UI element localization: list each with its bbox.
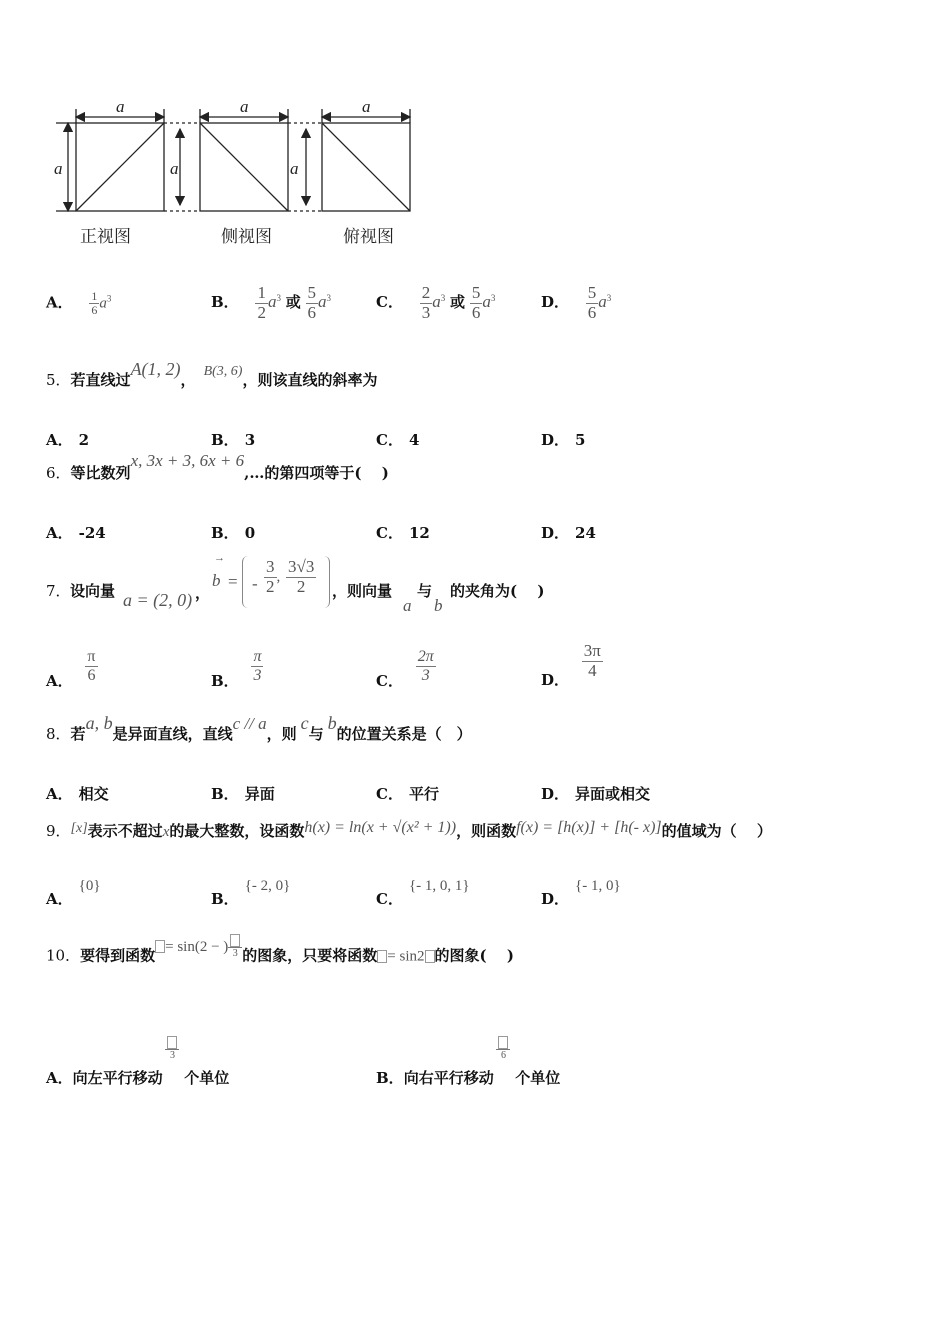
q7-sep: ， [195, 584, 211, 602]
missing-glyph-icon [377, 950, 387, 963]
q7-post: 的夹角为( ) [450, 582, 545, 600]
q6-option-a[interactable]: A． -24 [46, 524, 106, 542]
q10-option-b[interactable]: B．向右平行移动 6 个单位 [376, 1036, 560, 1061]
q4-option-c[interactable]: C． $\frac{2}{3}$ $a^3$ 或 $\frac{5}{6}$ $a^3$ [376, 283, 496, 322]
q9-option-b[interactable]: B．{- 2, 0} [211, 878, 291, 908]
q7-pre: 设向量 [70, 582, 116, 600]
q7-neg: - [252, 574, 258, 593]
q7-and: 与 [417, 582, 433, 600]
vector-arrow-icon: → [214, 552, 225, 564]
q9-option-d[interactable]: D．{- 1, 0} [541, 878, 621, 908]
q7-frac-1: $\frac{3}{2}$ , [266, 557, 281, 596]
q7-frac-2: $\frac{3√3}{2}$ [288, 557, 315, 596]
missing-glyph-icon [425, 950, 435, 963]
q7-num: 7． [46, 582, 71, 600]
dim-label: a [170, 159, 179, 178]
dim-label: a [240, 97, 249, 116]
view-label-side: 侧视图 [221, 227, 272, 247]
missing-glyph-icon [498, 1036, 508, 1049]
q7-b: b [434, 596, 443, 615]
view-label-front: 正视图 [80, 227, 131, 247]
q5-option-b[interactable]: B． 3 [211, 431, 256, 449]
dim-label: a [54, 159, 63, 178]
q6-option-c[interactable]: C． 12 [376, 524, 430, 542]
q5-stem: 5．若直线过A(1, 2)， B(3, 6)，则该直线的斜率为 [46, 359, 378, 389]
missing-glyph-icon [155, 940, 165, 953]
q6-stem: 6．等比数列x, 3x + 3, 6x + 6,…的第四项等于( ) [46, 451, 389, 482]
q8-stem: 8．若a, b是异面直线，直线c // a，则c与b的位置关系是（ ） [46, 713, 472, 743]
q7-a: a [403, 596, 412, 615]
q9-stem: 9．[x]表示不超过x的最大整数，设函数h(x) = ln(x + √(x² + 1))，则函数f(x) = [h(x)] + [h(- x)]的值域为（ ） [46, 819, 772, 840]
q10-option-a[interactable]: A．向左平行移动 3 个单位 [46, 1036, 229, 1061]
dim-label: a [116, 97, 125, 116]
q8-option-b[interactable]: B． 异面 [211, 785, 275, 803]
view-label-top: 俯视图 [343, 227, 394, 247]
q9-option-c[interactable]: C．{- 1, 0, 1} [376, 878, 470, 908]
q10-stem: 10．要得到函数 = sin(2 − ) 3 的图象，只要将函数 = sin2 的图象( ) [46, 944, 514, 969]
q4-option-b[interactable]: B． $\frac{1}{2}$ $a^3$ 或 $\frac{5}{6}$ $a^3$ [211, 283, 332, 322]
q4-option-a[interactable]: A． $\frac{1}{6}$ $a^3$ [46, 289, 112, 318]
q4-option-d[interactable]: D． $\frac{5}{6}$ $a^3$ [541, 283, 612, 322]
q5-option-d[interactable]: D． 5 [541, 431, 586, 449]
dim-label: a [362, 97, 371, 116]
q7-vec-a: a = (2, 0) [123, 590, 193, 610]
q5-option-c[interactable]: C． 4 [376, 431, 420, 449]
missing-glyph-icon [167, 1036, 177, 1049]
q7-mid: ，则向量 [332, 582, 393, 600]
q7-option-c[interactable]: C． $\frac{2\pi}{3}$ [376, 648, 434, 691]
q7-vec-b-name: b [212, 571, 221, 590]
q7-vec-b-eq: = [228, 572, 238, 591]
q8-option-a[interactable]: A． 相交 [46, 785, 109, 803]
q6-option-d[interactable]: D． 24 [541, 524, 596, 542]
q7-option-a[interactable]: A． $\frac{\pi}{6}$ [46, 648, 96, 691]
dim-label: a [290, 159, 299, 178]
q6-option-b[interactable]: B． 0 [211, 524, 256, 542]
q8-option-d[interactable]: D． 异面或相交 [541, 785, 651, 803]
q7-option-b[interactable]: B． $\frac{\pi}{3}$ [211, 648, 262, 691]
q8-option-c[interactable]: C． 平行 [376, 785, 439, 803]
q7-option-d[interactable]: D． $\frac{3\pi}{4}$ [541, 641, 601, 690]
q9-option-a[interactable]: A．{0} [46, 878, 101, 908]
missing-glyph-icon [230, 934, 240, 947]
q5-option-a[interactable]: A． 2 [46, 431, 90, 449]
